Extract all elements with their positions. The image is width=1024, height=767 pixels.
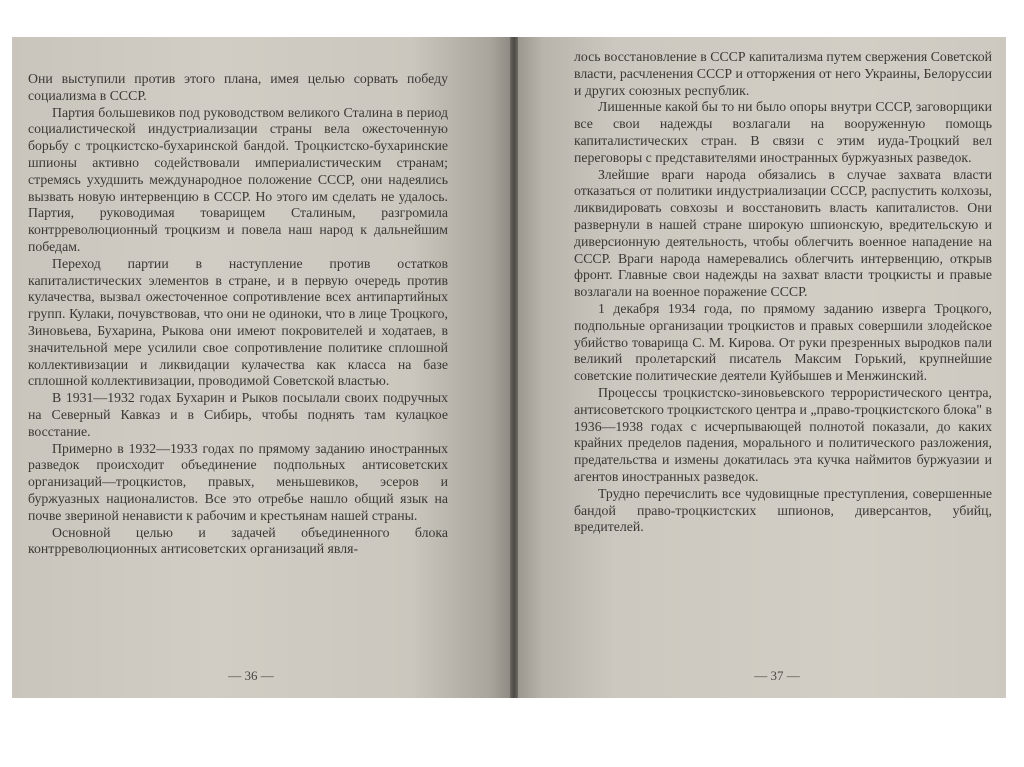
right-paragraph: Процессы троцкистско-зиновьевского террористического центра, антисоветского троцкистского центра и „право-троцкистского блока" в 1936—1938 годах с исчерпывающей полнотой показали, до каких крайних пределов падения, морального и политического разложения, предательства и измены докатилась эта кучка наймитов буржуазии и агентов иностранных разведок. bbox=[574, 384, 992, 484]
right-page bbox=[518, 37, 1006, 698]
right-paragraph: Лишенные какой бы то ни было опоры внутри СССР, заговорщики все свои надежды возлагали на вооруженную помощь капиталистических стран. В связи с этим иуда-Троцкий вел переговоры с представителями иностранных буржуазных разведок. bbox=[574, 99, 992, 165]
right-paragraph: лось восстановление в СССР капитализма путем свержения Советской власти, расчленения СССР и отторжения от него Украины, Белоруссии и других союзных республик. bbox=[574, 49, 992, 98]
left-page bbox=[12, 37, 510, 698]
book-scan bbox=[12, 37, 1006, 698]
right-page-number: — 37 — bbox=[754, 668, 800, 683]
book-gutter bbox=[510, 37, 518, 698]
right-paragraph: Злейшие враги народа обязались в случае захвата власти отказаться от политики индустриализации СССР, распустить колхозы, ликвидировать совхозы и восстановить власть капиталистов. Они развернули в нашей стране широкую шпионскую, вредительскую и диверсионную деятельность, чтобы облегчить военное нападение на СССР. Враги народа намеревались облегчить интервенцию, открыв фронт. Главные свои надежды на захват власти троцкисты и правые возлагали на военное поражение СССР. bbox=[574, 166, 992, 300]
right-paragraph: 1 декабря 1934 года, по прямому заданию изверга Троцкого, подпольные организации троцкистов и правых совершили злодейское убийство товарища С. М. Кирова. От руки презренных выродков пали великий пролетарский писатель Максим Горький, крупнейшие советские политические деятели Куйбышев и Менжинский. bbox=[574, 300, 992, 384]
left-page-number: — 36 — bbox=[228, 668, 274, 683]
left-paragraph: Они выступили против этого плана, имея целью сорвать победу социализма в СССР. bbox=[28, 71, 448, 103]
left-paragraph: Партия большевиков под руководством великого Сталина в период социалистической индустриализации страны вела ожесточенную борьбу с троцкистско-бухаринской бандой. Троцкистско-бухаринские шпионы активно содействовали империалистическим странам; стремясь ухудшить международное положение СССР, они надеялись вызвать новую интервенцию в СССР. Но этого им сделать не удалось. Партия, руководимая товарищем Сталиным, разгромила контрреволюционный троцкизм и повела наш народ к дальнейшим победам. bbox=[28, 104, 448, 254]
left-paragraph: В 1931—1932 годах Бухарин и Рыков посылали своих подручных на Северный Кавказ и в Сибирь, чтобы поднять там кулацкое восстание. bbox=[28, 390, 448, 439]
left-paragraph: Основной целью и задачей объединенного блока контрреволюционных антисоветских организаций явля- bbox=[28, 524, 448, 557]
left-paragraph: Переход партии в наступление против остатков капиталистических элементов в стране, и в первую очередь против кулачества, вызвал ожесточенное сопротивление всех антипартийных групп. Кулаки, почувствовав, что они не одиноки, что в лице Троцкого, Зиновьева, Бухарина, Рыкова они имеют покровителей и ходатаев, в значительной мере усилили свое сопротивление политике сплошной коллективизации и ликвидации кулачества как класса на базе сплошной коллективизации, проводимой Советской властью. bbox=[28, 255, 448, 389]
right-paragraph: Трудно перечислить все чудовищные преступления, совершенные бандой право-троцкистских шпионов, диверсантов, убийц, вредителей. bbox=[574, 485, 992, 535]
left-paragraph: Примерно в 1932—1933 годах по прямому заданию иностранных разведок происходит объединение подпольных антисоветских организаций—троцкистов, правых, меньшевиков, эсеров и буржуазных националистов. Все это отребье нашло общий язык на почве звериной ненависти к рабочим и крестьянам нашей страны. bbox=[28, 440, 448, 523]
